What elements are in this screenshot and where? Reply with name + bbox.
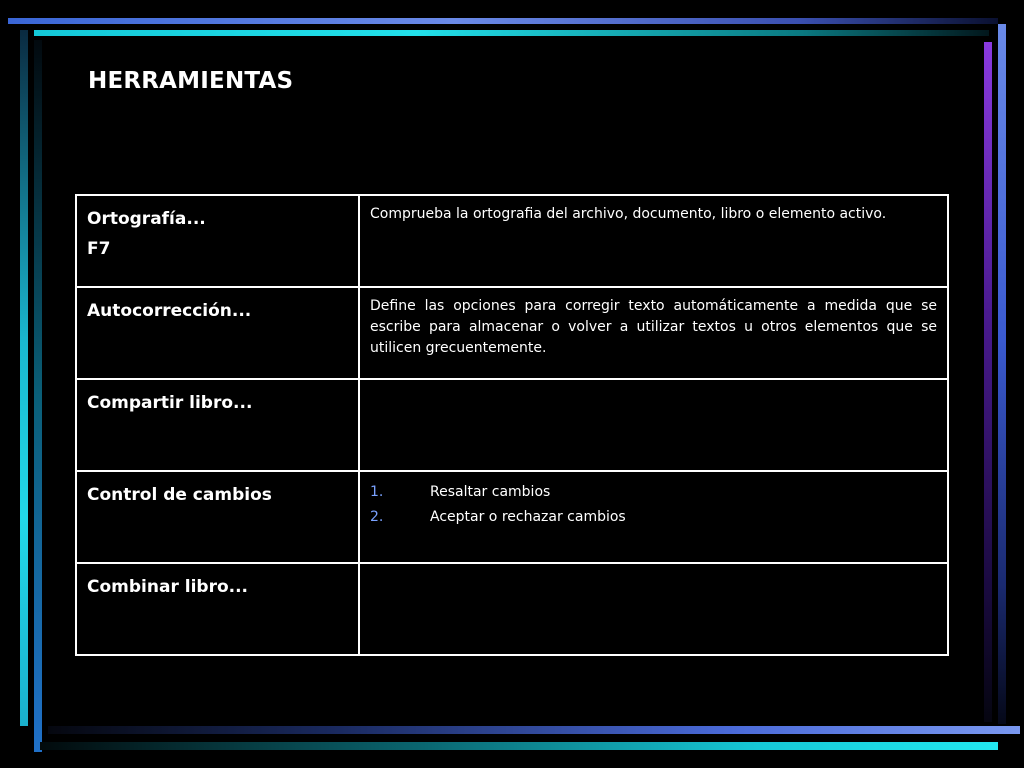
left-blue-bar — [34, 40, 42, 752]
left-cyan-bar — [20, 30, 28, 726]
tool-description — [360, 564, 947, 580]
tool-name: Combinar libro... — [87, 577, 249, 597]
top-cyan-bar — [34, 30, 989, 36]
right-blue-bar — [998, 24, 1006, 724]
list-number: 2. — [370, 509, 384, 525]
slide-title: HERRAMIENTAS — [88, 68, 294, 94]
list-item-text: Aceptar o rechazar cambios — [430, 509, 626, 525]
tool-name-cell — [76, 195, 359, 287]
tool-name: Compartir libro... — [87, 393, 253, 413]
tool-description: Define las opciones para corregir texto automáticamente a medida que se escribe para almacenar o volver a utilizar textos u otros elementos que se utilicen grecuentemente. — [370, 298, 937, 356]
bottom-cyan-bar — [40, 742, 998, 750]
tool-description-cell — [359, 379, 948, 471]
table-row — [76, 287, 948, 379]
right-purple-bar — [984, 42, 992, 722]
list-item — [370, 505, 937, 530]
tool-name: Autocorrección... — [87, 301, 252, 321]
tool-name-cell — [76, 287, 359, 379]
tool-description: Comprueba la ortografia del archivo, documento, libro o elemento activo. — [370, 206, 887, 222]
change-control-list — [370, 480, 937, 530]
tools-table — [75, 194, 949, 656]
bottom-blue-bar — [48, 726, 1020, 734]
tool-name-cell — [76, 379, 359, 471]
table-row — [76, 379, 948, 471]
tool-name: Control de cambios — [87, 485, 272, 505]
tool-description-cell — [359, 471, 948, 563]
tool-name: Ortografía... — [87, 209, 206, 229]
tool-shortcut: F7 — [87, 239, 111, 259]
tool-description — [360, 380, 947, 396]
top-blue-bar — [8, 18, 998, 24]
table-row — [76, 471, 948, 563]
list-item — [370, 480, 937, 505]
table-row — [76, 563, 948, 655]
table-row — [76, 195, 948, 287]
tool-description-cell — [359, 563, 948, 655]
tool-name-cell — [76, 471, 359, 563]
list-number: 1. — [370, 484, 384, 500]
tool-description-cell — [359, 287, 948, 379]
tool-name-cell — [76, 563, 359, 655]
list-item-text: Resaltar cambios — [430, 484, 551, 500]
tool-description-cell — [359, 195, 948, 287]
